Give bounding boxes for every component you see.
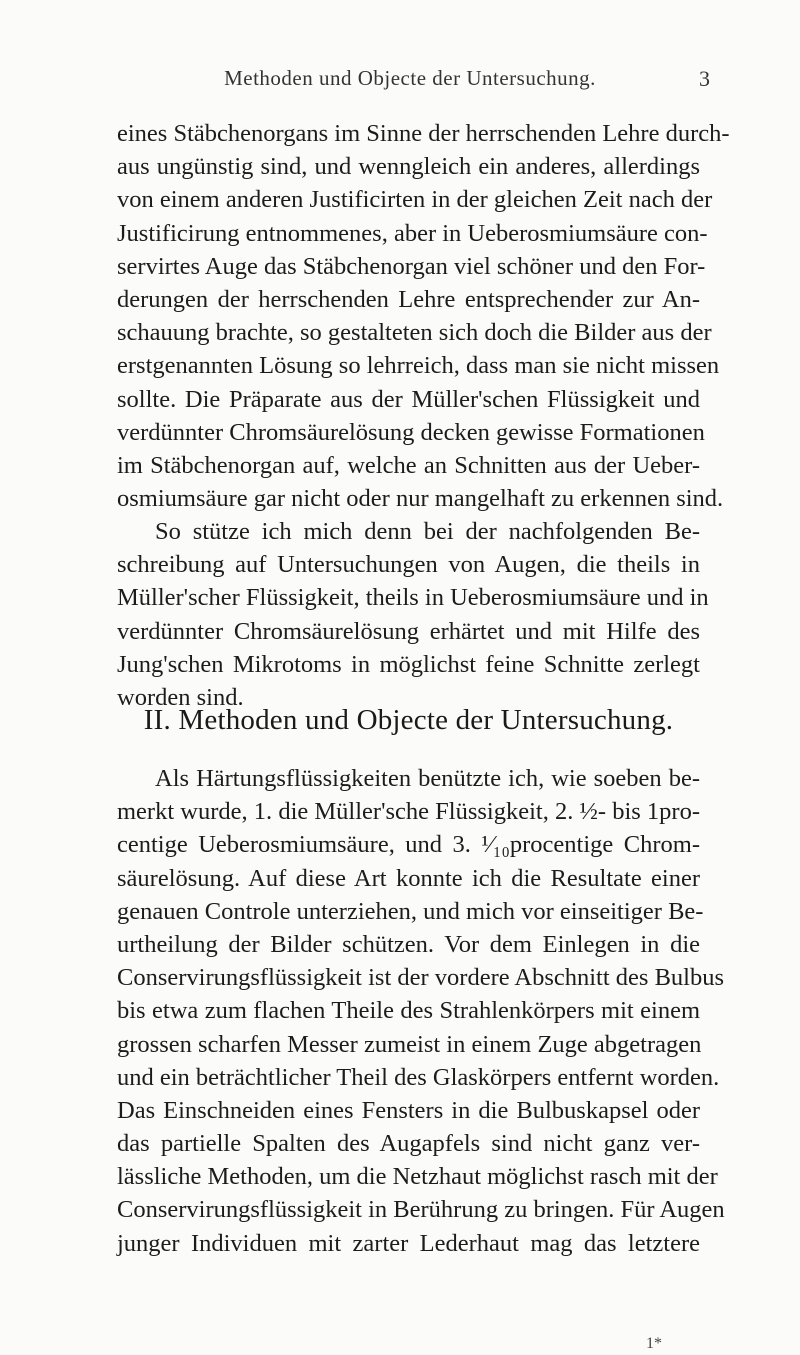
text-line: von einem anderen Justificirten in der gleichen Zeit nach der bbox=[117, 186, 713, 214]
text-line: junger Individuen mit zarter Lederhaut mag das letztere bbox=[117, 1229, 700, 1257]
text-line: Justificirung entnommenes, aber in Ueberosmiumsäure con- bbox=[117, 219, 708, 247]
text-line: aus ungünstig sind, und wenngleich ein anderes, allerdings bbox=[117, 153, 700, 181]
text-line: So stütze ich mich denn bei der nachfolgenden Be- bbox=[155, 518, 700, 545]
text-line: bis etwa zum flachen Theile des Strahlenkörpers mit einem bbox=[117, 997, 700, 1025]
text-line: osmiumsäure gar nicht oder nur mangelhaft zu erkennen sind. bbox=[117, 485, 724, 513]
text-line: säurelösung. Auf diese Art konnte ich die Resultate einer bbox=[117, 864, 700, 892]
text-line: worden sind. bbox=[117, 683, 244, 711]
text-line: im Stäbchenorgan auf, welche an Schnitten aus der Ueber- bbox=[117, 451, 700, 479]
text-line: erstgenannten Lösung so lehrreich, dass man sie nicht missen bbox=[117, 352, 720, 380]
text-line: verdünnter Chromsäurelösung decken gewisse Formationen bbox=[117, 418, 705, 446]
printer-signature-mark: 1* bbox=[646, 1335, 662, 1352]
running-header bbox=[120, 66, 710, 96]
text-line: Conservirungsflüssigkeit in Berührung zu bringen. Für Augen bbox=[117, 1196, 725, 1224]
text-line: das partielle Spalten des Augapfels sind nicht ganz ver- bbox=[117, 1130, 700, 1158]
text-line: lässliche Methoden, um die Netzhaut möglichst rasch mit der bbox=[117, 1163, 718, 1191]
paragraph-1 bbox=[117, 117, 730, 515]
text-line: urtheilung der Bilder schützen. Vor dem Einlegen in die bbox=[117, 930, 700, 958]
text-line: schreibung auf Untersuchungen von Augen, die theils in bbox=[117, 551, 700, 579]
text-line: verdünnter Chromsäurelösung erhärtet und mit Hilfe des bbox=[117, 617, 700, 645]
section-heading: II. Methoden und Objecte der Untersuchung. bbox=[143, 704, 674, 736]
text-line: servirtes Auge das Stäbchenorgan viel schöner und den For- bbox=[117, 252, 706, 280]
text-line: genauen Controle unterziehen, und mich vor einseitiger Be- bbox=[117, 897, 704, 925]
text-line: derungen der herrschenden Lehre entsprechender zur An- bbox=[117, 285, 700, 313]
text-line: sollte. Die Präparate aus der Müller'schen Flüssigkeit und bbox=[117, 385, 700, 413]
text-line: Müller'scher Flüssigkeit, theils in Ueberosmiumsäure und in bbox=[117, 584, 709, 612]
running-header-title: Methoden und Objecte der Untersuchung. bbox=[224, 66, 596, 90]
text-line: centige Ueberosmiumsäure, und 3. ¹⁄₁₀procentige Chrom- bbox=[117, 831, 700, 859]
text-line: grossen scharfen Messer zumeist in einem Zuge abgetragen bbox=[117, 1030, 702, 1058]
text-line: merkt wurde, 1. die Müller'sche Flüssigkeit, 2. ½- bis 1pro- bbox=[117, 798, 700, 826]
paragraph-3 bbox=[117, 762, 725, 1260]
text-line: schauung brachte, so gestalteten sich doch die Bilder aus der bbox=[117, 319, 712, 347]
text-line: Conservirungsflüssigkeit ist der vordere Abschnitt des Bulbus bbox=[117, 964, 724, 992]
text-line: eines Stäbchenorgans im Sinne der herrschenden Lehre durch- bbox=[117, 120, 730, 147]
text-line: Als Härtungsflüssigkeiten benützte ich, wie soeben be- bbox=[155, 765, 700, 792]
page-number: 3 bbox=[699, 66, 710, 91]
text-line: und ein beträchtlicher Theil des Glaskörpers entfernt worden. bbox=[117, 1063, 720, 1091]
paragraph-2 bbox=[117, 515, 709, 714]
text-line: Jung'schen Mikrotoms in möglichst feine Schnitte zerlegt bbox=[117, 650, 700, 678]
text-line: Das Einschneiden eines Fensters in die Bulbuskapsel oder bbox=[117, 1096, 700, 1124]
